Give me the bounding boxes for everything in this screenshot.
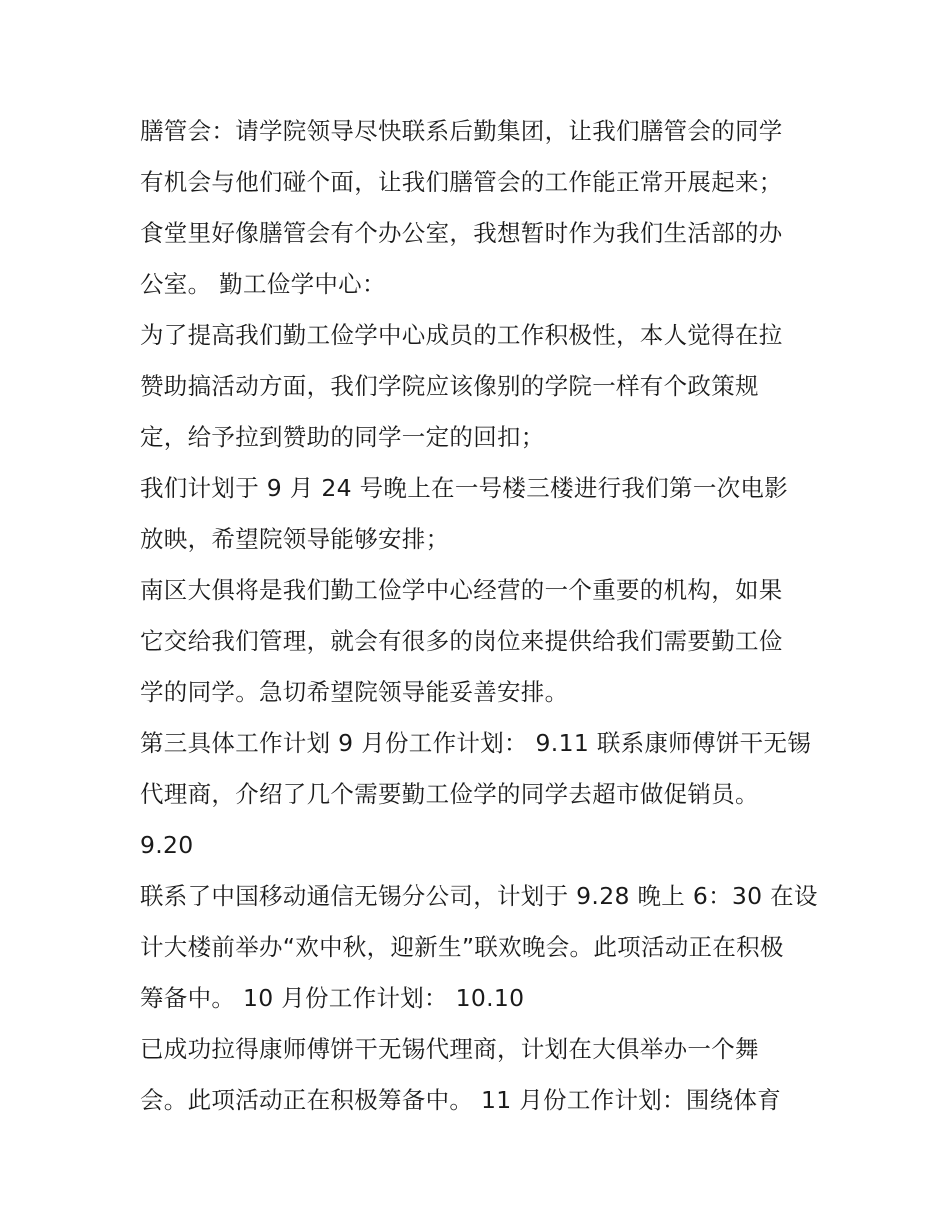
text-line: 学的同学。急切希望院领导能妥善安排。 (140, 678, 569, 706)
text-line: 代理商，介绍了几个需要勤工俭学的同学去超市做促销员。 (140, 780, 759, 808)
document-body (140, 106, 820, 1126)
text-line: 膳管会：请学院领导尽快联系后勤集团，让我们膳管会的同学 (140, 117, 783, 145)
text-line: 第三具体工作计划 9 月份工作计划： 9.11 联系康师傅饼干无锡 (140, 729, 812, 757)
text-line: 食堂里好像膳管会有个办公室，我想暂时作为我们生活部的办 (140, 219, 783, 247)
text-line: 9.20 (140, 831, 194, 859)
text-line: 联系了中国移动通信无锡分公司，计划于 9.28 晚上 6：30 在设 (140, 882, 818, 910)
text-line: 有机会与他们碰个面，让我们膳管会的工作能正常开展起来； (140, 168, 783, 196)
text-line: 已成功拉得康师傅饼干无锡代理商，计划在大俱举办一个舞 (140, 1035, 759, 1063)
text-line: 它交给我们管理，就会有很多的岗位来提供给我们需要勤工俭 (140, 627, 783, 655)
text-line: 定，给予拉到赞助的同学一定的回扣； (140, 423, 545, 451)
text-line: 筹备中。 10 月份工作计划： 10.10 (140, 984, 525, 1012)
text-line: 赞助搞活动方面，我们学院应该像别的学院一样有个政策规 (140, 372, 759, 400)
text-line: 会。此项活动正在积极筹备中。 11 月份工作计划：围绕体育 (140, 1086, 782, 1114)
text-line: 计大楼前举办“欢中秋，迎新生”联欢晚会。此项活动正在积极 (140, 933, 784, 961)
text-line: 南区大俱将是我们勤工俭学中心经营的一个重要的机构，如果 (140, 576, 783, 604)
text-line: 为了提高我们勤工俭学中心成员的工作积极性，本人觉得在拉 (140, 321, 783, 349)
text-line: 公室。 勤工俭学中心： (140, 270, 386, 298)
text-line: 放映，希望院领导能够安排； (140, 525, 450, 553)
text-line: 我们计划于 9 月 24 号晚上在一号楼三楼进行我们第一次电影 (140, 474, 789, 502)
